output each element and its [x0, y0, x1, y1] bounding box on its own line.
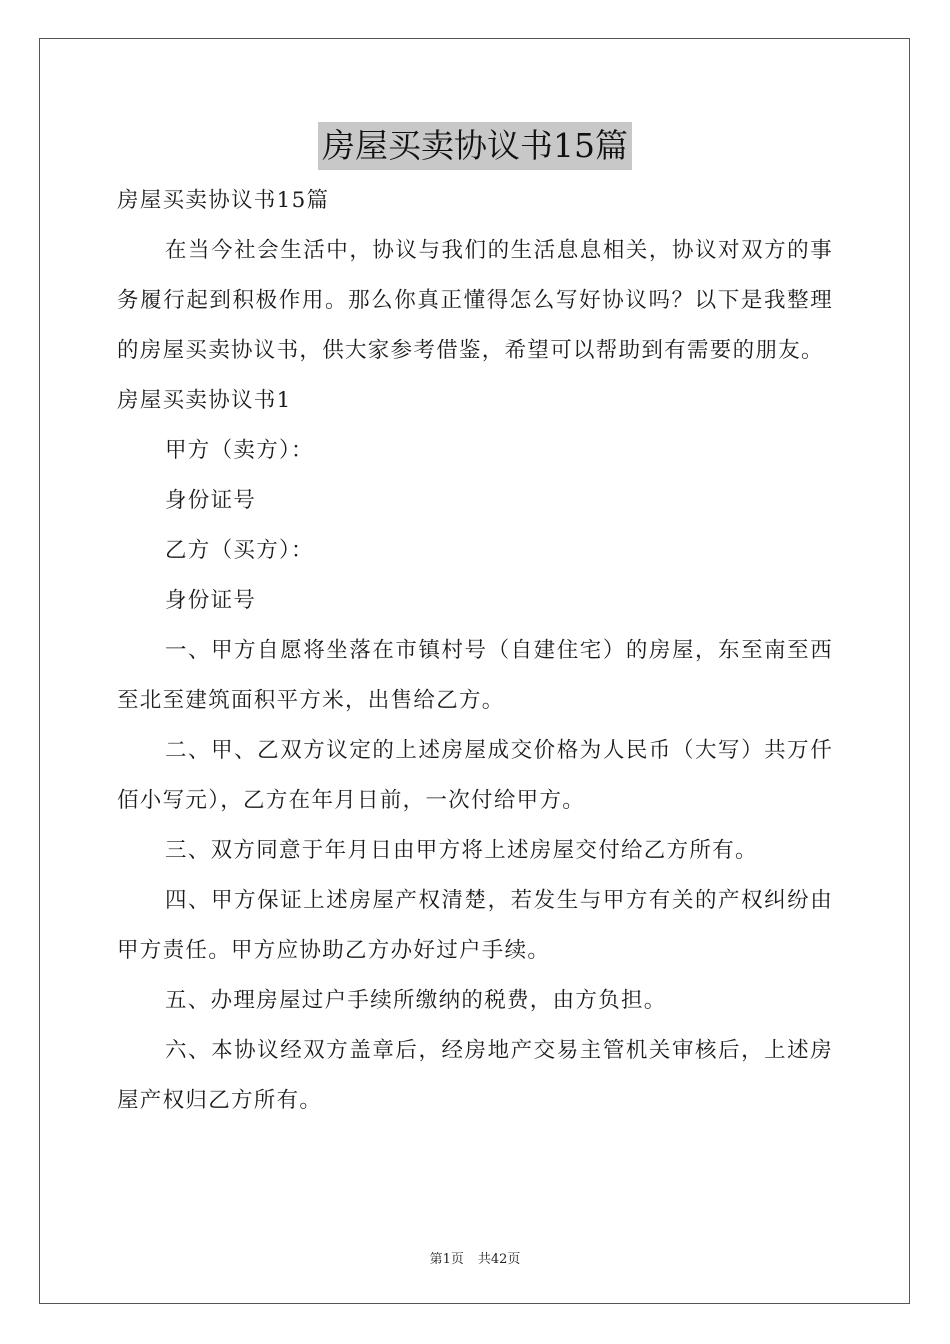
clause-3: 三、双方同意于年月日由甲方将上述房屋交付给乙方所有。: [165, 838, 758, 863]
page-number: 第1页: [429, 1252, 464, 1267]
party-a-line: 甲方（卖方）：: [165, 438, 314, 463]
document-body: [117, 176, 833, 1126]
document-title: 房屋买卖协议书15篇: [318, 122, 632, 170]
clause-1: 一、甲方自愿将坐落在市镇村号（自建住宅）的房屋，东至南至西至北至建筑面积平方米，出售给乙方。: [117, 638, 833, 713]
document-subtitle: 房屋买卖协议书15篇: [117, 188, 330, 213]
party-b-id-line: 身份证号: [165, 588, 257, 613]
party-b-line: 乙方（买方）：: [165, 538, 314, 563]
clause-6: 六、本协议经双方盖章后，经房地产交易主管机关审核后，上述房屋产权归乙方所有。: [117, 1038, 833, 1113]
page-total: 共42页: [477, 1252, 521, 1267]
clause-5: 五、办理房屋过户手续所缴纳的税费，由方负担。: [165, 988, 667, 1013]
clause-2: 二、甲、乙双方议定的上述房屋成交价格为人民币（大写）共万仟佰小写元），乙方在年月日前，一次付给甲方。: [117, 738, 833, 813]
title-container: [0, 122, 950, 170]
party-a-id-line: 身份证号: [165, 488, 257, 513]
page-footer: [0, 1248, 950, 1267]
section-heading: 房屋买卖协议书1: [117, 388, 292, 413]
clause-4: 四、甲方保证上述房屋产权清楚，若发生与甲方有关的产权纠纷由甲方责任。甲方应协助乙方办好过户手续。: [117, 888, 833, 963]
intro-paragraph: 在当今社会生活中，协议与我们的生活息息相关，协议对双方的事务履行起到积极作用。那么你真正懂得怎么写好协议吗？以下是我整理的房屋买卖协议书，供大家参考借鉴，希望可以帮助到有需要的朋友。: [117, 238, 833, 363]
